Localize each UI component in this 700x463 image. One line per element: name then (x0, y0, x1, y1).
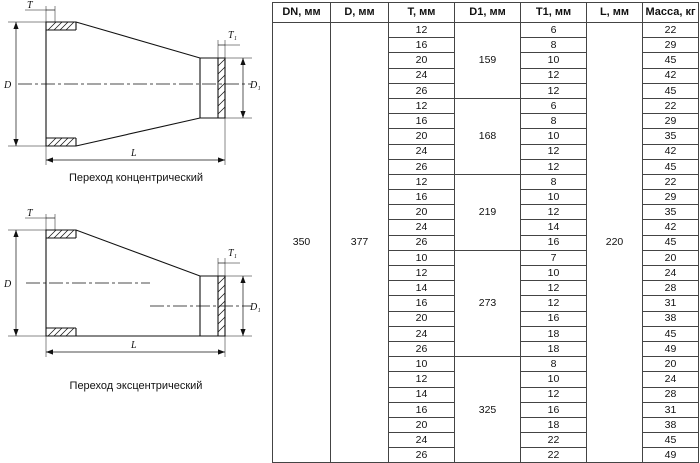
cell-t: 12 (389, 98, 455, 113)
cell-t: 24 (389, 326, 455, 341)
cell-mass: 42 (643, 68, 699, 83)
cell-t: 20 (389, 417, 455, 432)
cell-mass: 45 (643, 53, 699, 68)
eccentric-reducer-svg (0, 200, 272, 376)
drawing-concentric (0, 0, 272, 200)
cell-t1: 10 (521, 190, 587, 205)
concentric-reducer-svg (0, 0, 272, 172)
cell-t1: 16 (521, 402, 587, 417)
caption-eccentric: Переход эксцентрический (69, 380, 203, 392)
cell-t1: 12 (521, 281, 587, 296)
cell-mass: 22 (643, 174, 699, 189)
cell-t: 26 (389, 83, 455, 98)
header-d1: D1, мм (455, 3, 521, 23)
cell-mass: 49 (643, 448, 699, 463)
cell-d1: 219 (455, 174, 521, 250)
cell-mass: 24 (643, 372, 699, 387)
cell-t: 12 (389, 23, 455, 38)
cell-mass: 35 (643, 205, 699, 220)
cell-t1: 12 (521, 68, 587, 83)
header-t: T, мм (389, 3, 455, 23)
cell-t: 26 (389, 159, 455, 174)
cell-t: 12 (389, 266, 455, 281)
cell-t: 20 (389, 205, 455, 220)
header-t1: T1, мм (521, 3, 587, 23)
cell-mass: 29 (643, 114, 699, 129)
label-d-concentric: D (4, 80, 12, 91)
label-d-eccentric: D (4, 279, 12, 290)
cell-t: 24 (389, 144, 455, 159)
cell-t1: 14 (521, 220, 587, 235)
cell-t1: 16 (521, 235, 587, 250)
cell-mass: 22 (643, 98, 699, 113)
label-t1-eccentric: T₁ (228, 248, 238, 259)
cell-d1: 159 (455, 23, 521, 99)
cell-t1: 8 (521, 114, 587, 129)
header-l: L, мм (587, 3, 643, 23)
cell-t: 12 (389, 174, 455, 189)
cell-t: 16 (389, 190, 455, 205)
table-body (273, 23, 699, 463)
label-t-eccentric: T (27, 208, 33, 219)
label-l-concentric: L (131, 148, 137, 159)
cell-t1: 6 (521, 23, 587, 38)
cell-t1: 12 (521, 83, 587, 98)
cell-t1: 10 (521, 129, 587, 144)
cell-t1: 22 (521, 448, 587, 463)
cell-t1: 6 (521, 98, 587, 113)
cell-t: 12 (389, 372, 455, 387)
cell-mass: 45 (643, 159, 699, 174)
cell-t: 20 (389, 129, 455, 144)
label-l-eccentric: L (131, 340, 137, 351)
cell-t1: 12 (521, 205, 587, 220)
cell-t: 14 (389, 281, 455, 296)
header-mass: Масса, кг (643, 3, 699, 23)
cell-mass: 29 (643, 38, 699, 53)
cell-t: 24 (389, 220, 455, 235)
cell-t1: 16 (521, 311, 587, 326)
cell-t: 26 (389, 235, 455, 250)
cell-t: 26 (389, 341, 455, 356)
cell-t1: 8 (521, 38, 587, 53)
cell-t1: 18 (521, 417, 587, 432)
drawing-eccentric (0, 200, 272, 403)
cell-d: 377 (331, 23, 389, 463)
cell-mass: 38 (643, 417, 699, 432)
caption-concentric: Переход концентрический (69, 172, 203, 184)
cell-t1: 8 (521, 357, 587, 372)
cell-t: 24 (389, 68, 455, 83)
cell-mass: 42 (643, 144, 699, 159)
cell-t: 16 (389, 114, 455, 129)
cell-mass: 20 (643, 357, 699, 372)
cell-t1: 12 (521, 144, 587, 159)
cell-t1: 10 (521, 266, 587, 281)
cell-t: 24 (389, 433, 455, 448)
spec-table (272, 2, 699, 463)
table-row (273, 23, 699, 38)
cell-dn: 350 (273, 23, 331, 463)
cell-mass: 28 (643, 281, 699, 296)
cell-mass: 42 (643, 220, 699, 235)
cell-mass: 49 (643, 341, 699, 356)
cell-mass: 29 (643, 190, 699, 205)
cell-t1: 12 (521, 387, 587, 402)
cell-l: 220 (587, 23, 643, 463)
cell-mass: 31 (643, 402, 699, 417)
cell-mass: 35 (643, 129, 699, 144)
cell-mass: 45 (643, 235, 699, 250)
cell-t: 20 (389, 311, 455, 326)
cell-t: 16 (389, 38, 455, 53)
label-d1-eccentric: D₁ (250, 302, 261, 313)
cell-mass: 20 (643, 250, 699, 265)
cell-t: 26 (389, 448, 455, 463)
cell-d1: 168 (455, 98, 521, 174)
cell-t1: 10 (521, 372, 587, 387)
cell-mass: 38 (643, 311, 699, 326)
spec-table-wrap (272, 2, 698, 462)
cell-t1: 18 (521, 341, 587, 356)
cell-t: 16 (389, 402, 455, 417)
cell-t1: 8 (521, 174, 587, 189)
cell-mass: 24 (643, 266, 699, 281)
cell-mass: 45 (643, 83, 699, 98)
cell-t: 10 (389, 357, 455, 372)
cell-t1: 10 (521, 53, 587, 68)
cell-t: 10 (389, 250, 455, 265)
cell-t: 16 (389, 296, 455, 311)
cell-mass: 22 (643, 23, 699, 38)
label-t-concentric: T (27, 0, 33, 11)
cell-t1: 7 (521, 250, 587, 265)
cell-t1: 12 (521, 159, 587, 174)
table-header-row (273, 3, 699, 23)
cell-mass: 45 (643, 326, 699, 341)
cell-t: 14 (389, 387, 455, 402)
cell-d1: 325 (455, 357, 521, 463)
cell-mass: 28 (643, 387, 699, 402)
label-d1-concentric: D₁ (250, 80, 261, 91)
cell-t1: 18 (521, 326, 587, 341)
header-d: D, мм (331, 3, 389, 23)
drawings-column (0, 0, 272, 403)
cell-mass: 45 (643, 433, 699, 448)
cell-mass: 31 (643, 296, 699, 311)
label-t1-concentric: T₁ (228, 30, 238, 41)
header-dn: DN, мм (273, 3, 331, 23)
cell-t1: 12 (521, 296, 587, 311)
cell-t1: 22 (521, 433, 587, 448)
cell-t: 20 (389, 53, 455, 68)
cell-d1: 273 (455, 250, 521, 356)
